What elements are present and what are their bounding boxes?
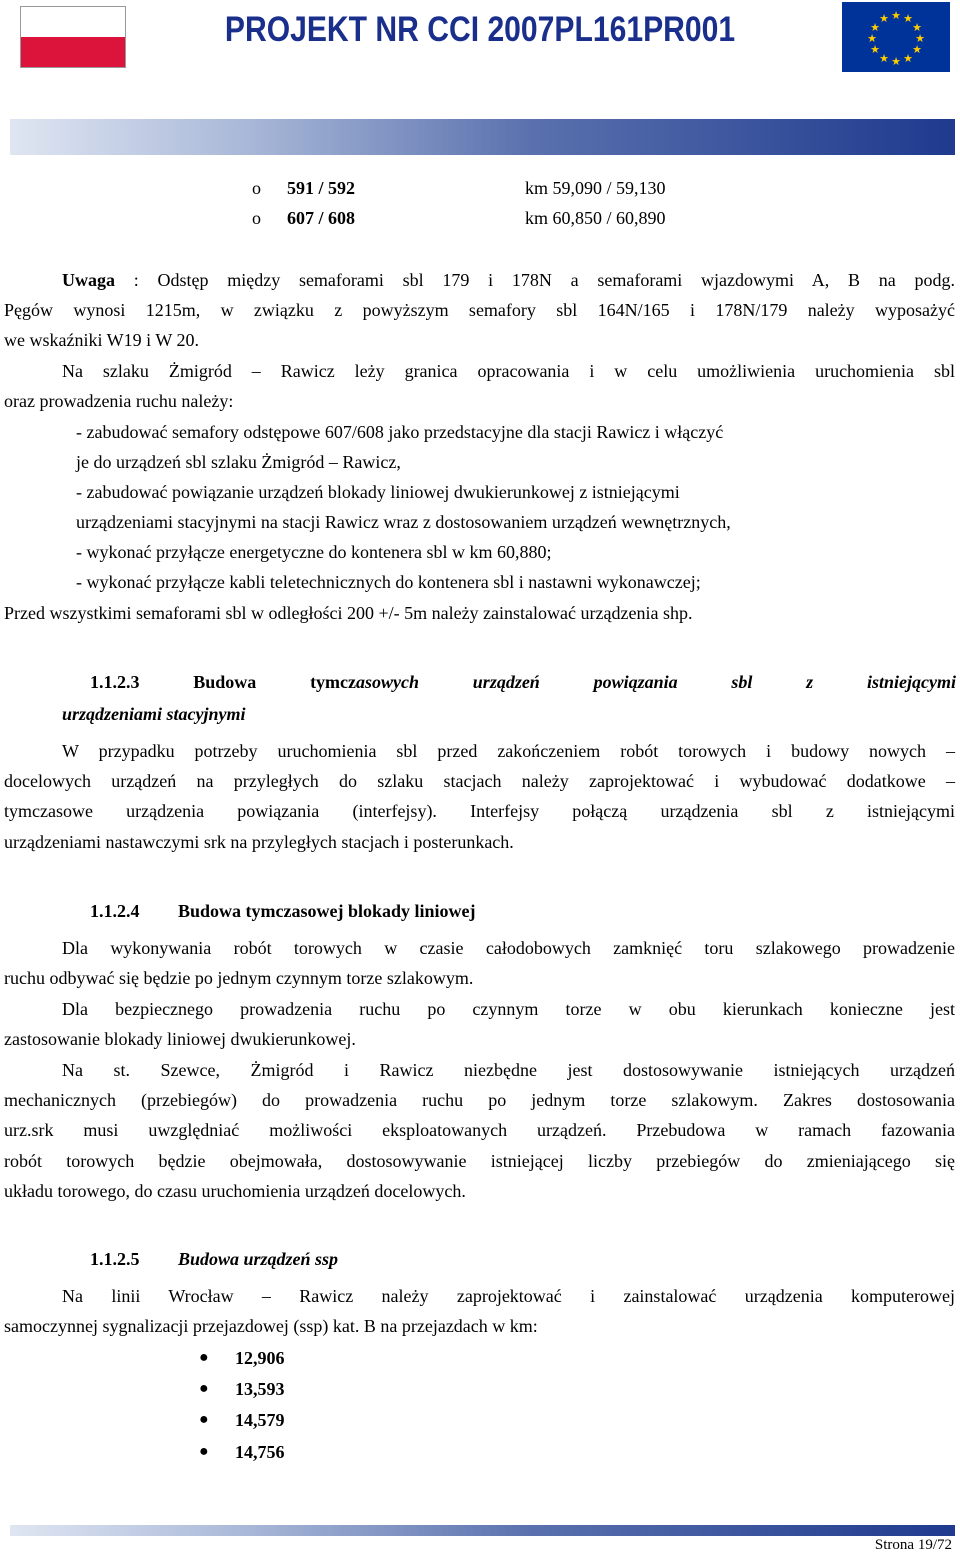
svg-text:★: ★ bbox=[870, 21, 880, 34]
polish-flag-icon bbox=[20, 6, 126, 68]
km-range: km 60,850 / 60,890 bbox=[525, 208, 666, 228]
list-marker: o bbox=[252, 208, 261, 228]
paragraph-line: urządzeniami nastawczymi srk na przyległych stacjach i posterunkach. bbox=[4, 832, 514, 852]
list-marker: o bbox=[252, 178, 261, 198]
section-heading-cont: urządzeniami stacyjnymi bbox=[62, 704, 246, 724]
section-heading bbox=[90, 667, 956, 697]
paragraph-line: Na linii Wrocław – Rawicz należy zaprojektować i zainstalować urządzenia komputerowej bbox=[62, 1286, 955, 1306]
heading-word: z bbox=[806, 672, 814, 692]
crossing-item: ● 14,756 bbox=[235, 1437, 285, 1467]
section-number: 1.1.2.4 bbox=[90, 901, 140, 921]
list-item: - wykonać przyłącze kabli teletechnicznych do kontenera sbl i nastawni wykonawczej; bbox=[76, 572, 701, 592]
section-title: Budowa tymczasowej blokady liniowej bbox=[178, 901, 476, 921]
svg-text:★: ★ bbox=[912, 21, 922, 34]
crossing-item: ● 13,593 bbox=[235, 1374, 285, 1404]
svg-text:★: ★ bbox=[891, 9, 901, 22]
paragraph-line: W przypadku potrzeby uruchomienia sbl przed zakończeniem robót torowych i budowy nowych – bbox=[62, 741, 955, 761]
svg-text:★: ★ bbox=[879, 12, 889, 25]
note-line: Pęgów wynosi 1215m, w związku z powyższym semafory sbl 164N/165 i 178N/179 należy wyposażyć bbox=[4, 300, 955, 320]
svg-text:★: ★ bbox=[891, 55, 901, 68]
km-range: km 59,090 / 59,130 bbox=[525, 178, 666, 198]
heading-word: urządzeń bbox=[472, 672, 540, 692]
eu-flag-icon bbox=[842, 2, 950, 72]
signal-pair: 607 / 608 bbox=[287, 208, 356, 228]
paragraph-line: tymczasowe urządzenia powiązania (interfejsy). Interfejsy połączą urządzenia sbl z istniejącymi bbox=[4, 801, 955, 821]
heading-word: sbl bbox=[731, 672, 753, 692]
heading-word: istniejącymi bbox=[866, 672, 956, 692]
signal-pair: 591 / 592 bbox=[287, 178, 356, 198]
list-item: - zabudować powiązanie urządzeń blokady liniowej dwukierunkowej z istniejącymi bbox=[76, 482, 680, 502]
paragraph-line: układu torowego, do czasu uruchomienia urządzeń docelowych. bbox=[4, 1181, 466, 1201]
svg-text:★: ★ bbox=[867, 32, 877, 45]
paragraph-line: docelowych urządzeń na przyległych do szlaku stacjach należy zaprojektować i wybudować dodatkowe – bbox=[4, 771, 955, 791]
page-number: Strona 19/72 bbox=[874, 1537, 952, 1553]
svg-text:★: ★ bbox=[903, 12, 913, 25]
heading-word: powiązania bbox=[593, 672, 678, 692]
svg-text:★: ★ bbox=[870, 43, 880, 56]
paragraph-line: Dla wykonywania robót torowych w czasie całodobowych zamknięć toru szlakowego prowadzenie bbox=[62, 938, 955, 958]
list-item: - wykonać przyłącze energetyczne do kontenera sbl w km 60,880; bbox=[76, 542, 552, 562]
paragraph-line: Na st. Szewce, Żmigród i Rawicz niezbędne jest dostosowywanie istniejących urządzeń bbox=[62, 1060, 955, 1080]
list-item: je do urządzeń sbl szlaku Żmigród – Rawicz, bbox=[76, 452, 401, 472]
heading-word: tymczasowych bbox=[310, 672, 420, 692]
list-item: - zabudować semafory odstępowe 607/608 jako przedstacyjne dla stacji Rawicz i włączyć bbox=[76, 422, 724, 442]
crossing-item: ● 14,579 bbox=[235, 1405, 285, 1435]
header-band bbox=[10, 119, 955, 155]
svg-text:★: ★ bbox=[912, 43, 922, 56]
crossing-item: ● 12,906 bbox=[235, 1343, 285, 1373]
paragraph-line: Na szlaku Żmigród – Rawicz leży granica opracowania i w celu umożliwienia uruchomienia sbl bbox=[62, 361, 955, 381]
svg-text:★: ★ bbox=[915, 32, 925, 45]
paragraph-line: samoczynnej sygnalizacji przejazdowej (ssp) kat. B na przejazdach w km: bbox=[4, 1316, 538, 1336]
paragraph-line: zastosowanie blokady liniowej dwukierunkowej. bbox=[4, 1029, 356, 1049]
footer-band bbox=[10, 1525, 955, 1536]
note-label: Uwaga bbox=[62, 270, 115, 290]
paragraph-line: urz.srk musi uwzględniać możliwości eksploatowanych urządzeń. Przebudowa w ramach fazowania bbox=[4, 1120, 955, 1140]
paragraph-line: Przed wszystkimi semaforami sbl w odległości 200 +/- 5m należy zainstalować urządzenia shp. bbox=[4, 603, 693, 623]
paragraph-line: ruchu odbywać się będzie po jednym czynnym torze szlakowym. bbox=[4, 968, 474, 988]
section-number: 1.1.2.5 bbox=[90, 1249, 140, 1269]
svg-text:★: ★ bbox=[879, 52, 889, 65]
project-title: PROJEKT NR CCI 2007PL161PR001 bbox=[224, 10, 736, 49]
heading-word: Budowa bbox=[193, 672, 257, 692]
paragraph-line: oraz prowadzenia ruchu należy: bbox=[4, 391, 234, 411]
svg-text:★: ★ bbox=[903, 52, 913, 65]
note-line: Uwaga : Odstęp między semaforami sbl 179 i 178N a semaforami wjazdowymi A, B na podg. bbox=[62, 270, 955, 290]
paragraph-line: robót torowych będzie obejmowała, dostosowywanie istniejącej liczby przebiegów do zmieniającego się bbox=[4, 1151, 955, 1171]
paragraph-line: mechanicznych (przebiegów) do prowadzenia ruchu po jednym torze szlakowym. Zakres dostosowania bbox=[4, 1090, 955, 1110]
note-line: we wskaźniki W19 i W 20. bbox=[4, 330, 199, 350]
section-title: Budowa urządzeń ssp bbox=[178, 1249, 339, 1269]
paragraph-line: Dla bezpiecznego prowadzenia ruchu po czynnym torze w obu kierunkach konieczne jest bbox=[62, 999, 955, 1019]
section-number: 1.1.2.3 bbox=[90, 672, 140, 692]
list-item: urządzeniami stacyjnymi na stacji Rawicz wraz z dostosowaniem urządzeń wewnętrznych, bbox=[76, 512, 731, 532]
